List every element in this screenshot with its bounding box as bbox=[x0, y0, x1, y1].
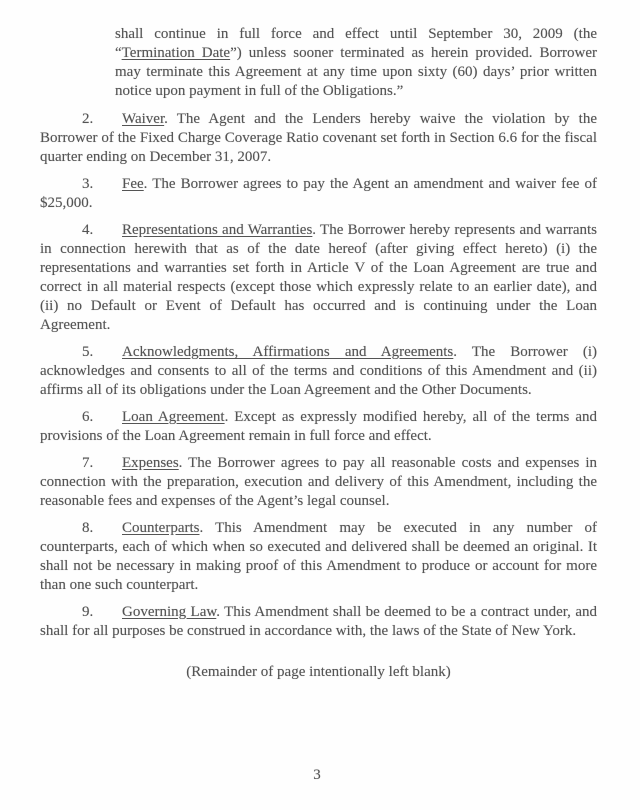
paragraph-number: 4. bbox=[82, 222, 94, 238]
paragraph-heading: Counterparts bbox=[122, 520, 200, 536]
quote-defined-term: Termination Date bbox=[121, 45, 231, 61]
paragraph-number: 8. bbox=[82, 520, 94, 536]
paragraph-heading: Loan Agreement bbox=[122, 409, 225, 425]
numbered-paragraph bbox=[40, 343, 597, 400]
paragraph-body: . The Borrower (i) acknowledges and consents to all of the terms and conditions of this Amendment and (ii) affirms all of its obligations under the Loan Agreement and the Other Documents. bbox=[40, 344, 598, 398]
paragraph-body: . The Borrower hereby represents and warrants in connection herewith that as of the date hereof (after giving effect hereto) (i) the representations and warranties set forth in Article V of the Loan Agreement are true and correct in all material respects (except those which expressly relate to an earlier date), and (ii) no Default or Event of Default has occurred and is continuing under the Loan Agreement. bbox=[40, 222, 597, 333]
paragraph-body: . Except as expressly modified hereby, all of the terms and provisions of the Loan Agreement remain in full force and effect. bbox=[40, 409, 597, 444]
numbered-paragraph bbox=[40, 175, 597, 213]
paragraph-number: 3. bbox=[82, 176, 94, 192]
paragraph-list bbox=[40, 110, 597, 641]
paragraph-heading: Acknowledgments, Affirmations and Agreements bbox=[122, 344, 454, 360]
paragraph-body: . The Borrower agrees to pay all reasonable costs and expenses in connection with the preparation, execution and delivery of this Amendment, including the reasonable fees and expenses of the Agent’s legal counsel. bbox=[40, 455, 597, 509]
paragraph-number: 6. bbox=[82, 409, 94, 425]
paragraph-heading: Representations and Warranties bbox=[122, 222, 313, 238]
paragraph-body: . This Amendment shall be deemed to be a contract under, and shall for all purposes be construed in accordance with, the laws of the State of New York. bbox=[40, 604, 597, 639]
paragraph-number: 7. bbox=[82, 455, 94, 471]
paragraph-number: 2. bbox=[82, 111, 94, 127]
quote-text-after: ”) unless sooner terminated as herein provided. Borrower may terminate this Agreement at any time upon sixty (60) days’ prior written notice upon payment in full of the Obligations.” bbox=[115, 45, 597, 99]
paragraph-heading: Fee bbox=[122, 176, 144, 192]
numbered-paragraph bbox=[40, 110, 597, 167]
paragraph-heading: Expenses bbox=[122, 455, 179, 471]
numbered-paragraph bbox=[40, 408, 597, 446]
paragraph-heading: Waiver bbox=[122, 111, 165, 127]
quote-text-before: shall continue in full force and effect until September 30, 2009 (the “ bbox=[115, 26, 597, 61]
numbered-paragraph bbox=[40, 603, 597, 641]
numbered-paragraph bbox=[40, 454, 597, 511]
paragraph-body: . The Borrower agrees to pay the Agent an amendment and waiver fee of $25,000. bbox=[40, 176, 597, 211]
remainder-note: (Remainder of page intentionally left blank) bbox=[186, 664, 451, 680]
paragraph-body: . The Agent and the Lenders hereby waive the violation by the Borrower of the Fixed Charge Coverage Ratio covenant set forth in Section 6.6 for the fiscal quarter ending on December 31, 2007. bbox=[40, 111, 597, 165]
paragraph-heading: Governing Law bbox=[122, 604, 217, 620]
numbered-paragraph bbox=[40, 221, 597, 335]
paragraph-body: . This Amendment may be executed in any number of counterparts, each of which when so executed and delivered shall be deemed an original. It shall not be necessary in making proof of this Amendment to produce or account for more than one such counterpart. bbox=[40, 520, 597, 593]
quoted-provision bbox=[115, 25, 597, 101]
page-number: 3 bbox=[313, 767, 321, 783]
paragraph-number: 9. bbox=[82, 604, 94, 620]
paragraph-number: 5. bbox=[82, 344, 94, 360]
numbered-paragraph bbox=[40, 519, 597, 595]
